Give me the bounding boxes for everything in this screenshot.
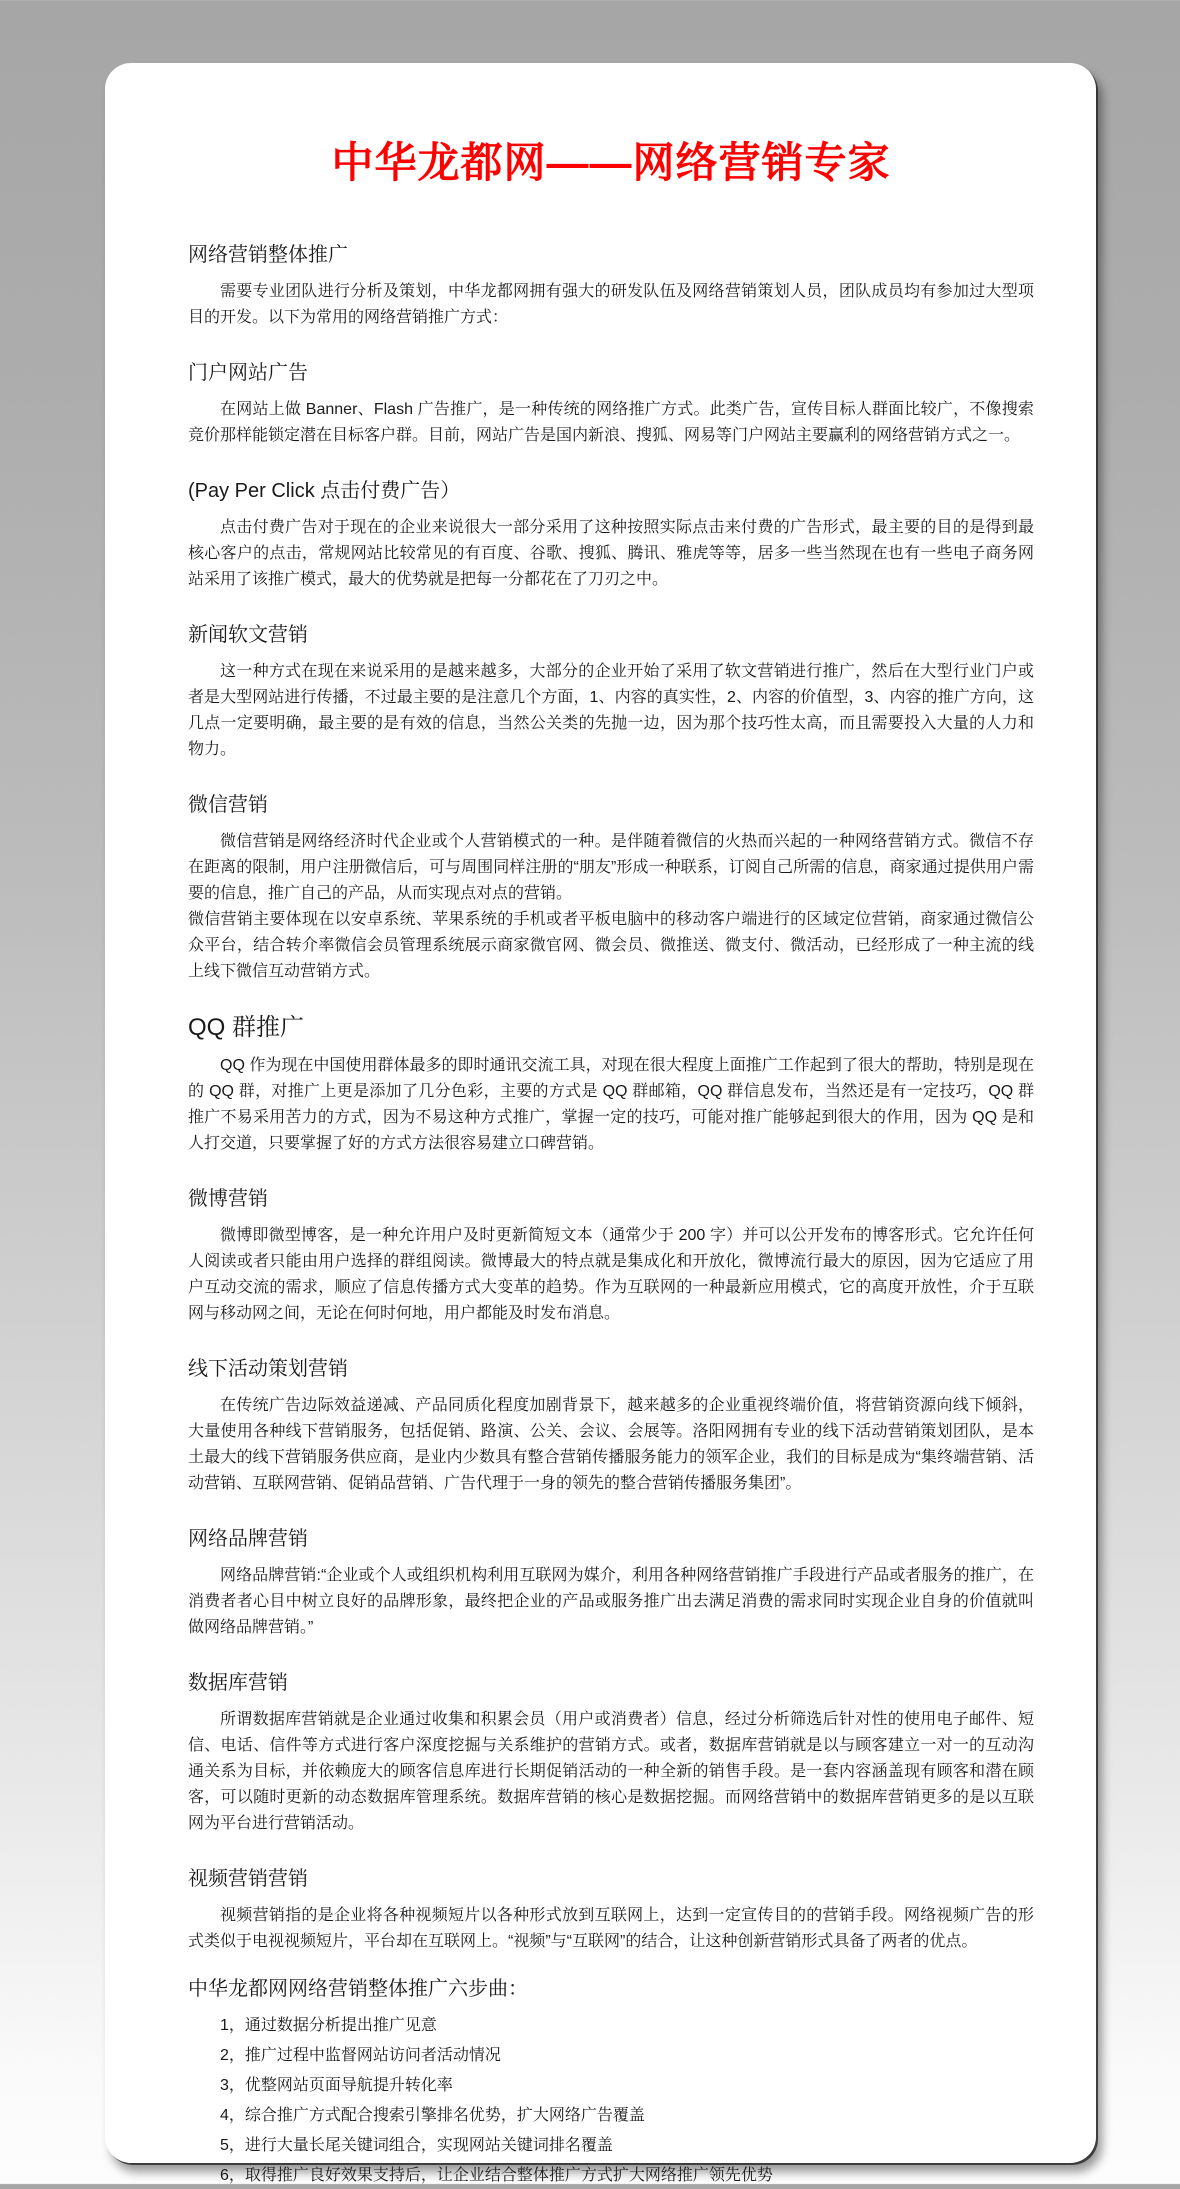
section-paragraph: 在传统广告边际效益递减、产品同质化程度加剧背景下，越来越多的企业重视终端价值，将营销资源向线下倾斜，大量使用各种线下营销服务，包括促销、路演、公关、会议、会展等。洛阳网拥有专业的线下活动营销策划团队，是本土最大的线下营销服务供应商，是业内少数具有整合营销传播服务能力的领军企业，我们的目标是成为“集终端营销、活动营销、互联网营销、促销品营销、广告代理于一身的领先的整合营销传播服务集团”。: [188, 1397, 1034, 1492]
section-paragraph: 需要专业团队进行分析及策划，中华龙都网拥有强大的研发队伍及网络营销策划人员，团队成员均有参加过大型项目的开发。以下为常用的网络营销推广方式：: [188, 283, 1034, 326]
section-paragraph: 微博即微型博客，是一种允许用户及时更新简短文本（通常少于 200 字）并可以公开发布的博客形式。它允许任何人阅读或者只能由用户选择的群组阅读。微博最大的特点就是集成化和开放化，微博流行最大的原因，因为它适应了用户互动交流的需求，顺应了信息传播方式大变革的趋势。作为互联网的一种最新应用模式，它的高度开放性，介于互联网与移动网之间，无论在何时何地，用户都能及时发布消息。: [188, 1227, 1034, 1322]
section-paragraph: 网络品牌营销:“企业或个人或组织机构利用互联网为媒介，利用各种网络营销推广手段进行产品或者服务的推广，在消费者者心目中树立良好的品牌形象，最终把企业的产品或服务推广出去满足消费的需求同时实现企业自身的价值就叫做网络品牌营销。”: [188, 1567, 1034, 1636]
content-section: [188, 359, 1034, 449]
section-heading: 微信营销: [188, 794, 268, 816]
section-heading: 数据库营销: [188, 1672, 288, 1694]
section-paragraph: 微信营销主要体现在以安卓系统、苹果系统的手机或者平板电脑中的移动客户端进行的区域定位营销，商家通过微信公众平台，结合转介率微信会员管理系统展示商家微官网、微会员、微推送、微支付、微活动，已经形成了一种主流的线上线下微信互动营销方式。: [188, 911, 1034, 980]
steps-section: [188, 1975, 1034, 2189]
steps-heading: 中华龙都网网络营销整体推广六步曲：: [188, 1978, 528, 2000]
content-section: [188, 1525, 1034, 1641]
content-section: [188, 477, 1034, 593]
page-title: 中华龙都网——网络营销专家: [331, 139, 891, 186]
section-heading: 网络营销整体推广: [188, 244, 348, 266]
step-item: 1，通过数据分析提出推广见意: [220, 2017, 437, 2034]
content-section: [188, 1355, 1034, 1497]
step-item: 2，推广过程中监督网站访问者活动情况: [220, 2047, 501, 2064]
content-section: [188, 791, 1034, 985]
content-section: [188, 1185, 1034, 1327]
section-paragraph: 微信营销是网络经济时代企业或个人营销模式的一种。是伴随着微信的火热而兴起的一种网络营销方式。微信不存在距离的限制，用户注册微信后，可与周围同样注册的“朋友”形成一种联系，订阅自己所需的信息，商家通过提供用户需要的信息，推广自己的产品，从而实现点对点的营销。: [188, 833, 1034, 902]
content-section: [188, 1669, 1034, 1837]
section-heading: 视频营销营销: [188, 1868, 308, 1890]
step-item: 5，进行大量长尾关键词组合，实现网站关键词排名覆盖: [220, 2137, 613, 2154]
section-paragraph: 在网站上做 Banner、Flash 广告推广，是一种传统的网络推广方式。此类广告，宣传目标人群面比较广，不像搜索竞价那样能锁定潜在目标客户群。目前，网站广告是国内新浪、搜狐、网易等门户网站主要赢利的网络营销方式之一。: [188, 401, 1034, 444]
document-page: [105, 63, 1096, 2184]
section-heading: 新闻软文营销: [188, 624, 308, 646]
section-heading: 微博营销: [188, 1188, 268, 1210]
section-heading: 线下活动策划营销: [188, 1358, 348, 1380]
section-paragraph: 点击付费广告对于现在的企业来说很大一部分采用了这种按照实际点击来付费的广告形式，最主要的目的是得到最核心客户的点击，常规网站比较常见的有百度、谷歌、搜狐、腾讯、雅虎等等，居多一些当然现在也有一些电子商务网站采用了该推广模式，最大的优势就是把每一分都花在了刀刃之中。: [188, 519, 1034, 588]
section-paragraph: 这一种方式在现在来说采用的是越来越多，大部分的企业开始了采用了软文营销进行推广，然后在大型行业门户或者是大型网站进行传播，不过最主要的是注意几个方面，1、内容的真实性，2、内容的价值型，3、内容的推广方向，这几点一定要明确，最主要的是有效的信息，当然公关类的先抛一边，因为那个技巧性太高，而且需要投入大量的人力和物力。: [188, 663, 1034, 758]
sections-container: [188, 241, 1034, 1955]
content-section: [188, 241, 1034, 331]
content-section: [188, 1865, 1034, 1955]
step-item: 6，取得推广良好效果支持后，让企业结合整体推广方式扩大网络推广领先优势: [220, 2167, 773, 2184]
section-heading: (Pay Per Click 点击付费广告）: [188, 480, 461, 502]
content-section: [188, 621, 1034, 763]
section-heading: 网络品牌营销: [188, 1528, 308, 1550]
step-item: 3，优整网站页面导航提升转化率: [220, 2077, 453, 2094]
step-item: 4，综合推广方式配合搜索引擎排名优势，扩大网络广告覆盖: [220, 2107, 645, 2124]
section-heading: 门户网站广告: [188, 362, 308, 384]
section-paragraph: QQ 作为现在中国使用群体最多的即时通讯交流工具，对现在很大程度上面推广工作起到了很大的帮助，特别是现在的 QQ 群，对推广上更是添加了几分色彩，主要的方式是 QQ 群邮箱，QQ 群信息发布，当然还是有一定技巧，QQ 群推广不易采用苦力的方式，因为不易这种方式推广，掌握一定的技巧，可能对推广能够起到很大的作用，因为 QQ 是和人打交道，只要掌握了好的方式方法很容易建立口碑营销。: [188, 1057, 1034, 1152]
steps-list: [188, 2013, 1034, 2189]
section-paragraph: 视频营销指的是企业将各种视频短片以各种形式放到互联网上，达到一定宣传目的的营销手段。网络视频广告的形式类似于电视视频短片，平台却在互联网上。“视频”与“互联网”的结合，让这种创新营销形式具备了两者的优点。: [188, 1907, 1034, 1950]
section-paragraph: 所谓数据库营销就是企业通过收集和积累会员（用户或消费者）信息，经过分析筛选后针对性的使用电子邮件、短信、电话、信件等方式进行客户深度挖掘与关系维护的营销方式。或者，数据库营销就是以与顾客建立一对一的互动沟通关系为目标，并依赖庞大的顾客信息库进行长期促销活动的一种全新的销售手段。是一套内容涵盖现有顾客和潜在顾客，可以随时更新的动态数据库管理系统。数据库营销的核心是数据挖掘。而网络营销中的数据库营销更多的是以互联网为平台进行营销活动。: [188, 1711, 1034, 1832]
section-heading: QQ 群推广: [188, 1014, 305, 1041]
content-section: [188, 1013, 1034, 1157]
